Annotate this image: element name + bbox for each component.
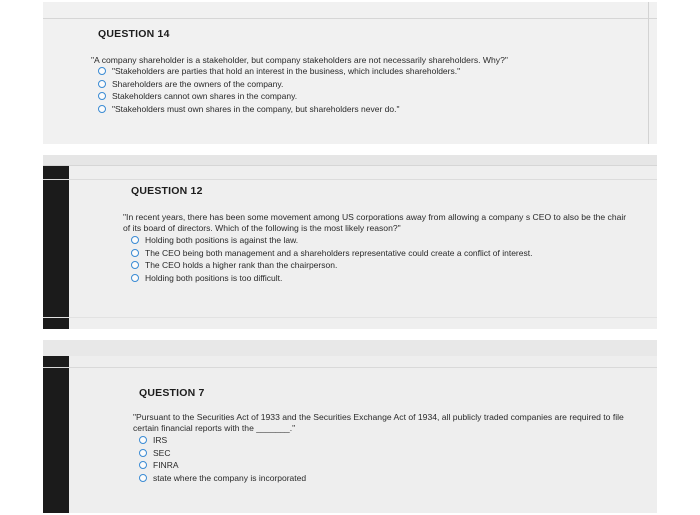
question-7-panel xyxy=(43,340,657,513)
radio-button-icon[interactable] xyxy=(98,67,106,75)
answer-option-label: "Stakeholders are parties that hold an interest in the business, which includes shareholders." xyxy=(112,66,461,76)
answer-option[interactable] xyxy=(139,472,306,485)
panel-left-bar xyxy=(43,155,69,329)
answer-option[interactable] xyxy=(98,78,460,91)
answer-option-label: IRS xyxy=(153,435,168,445)
radio-button-icon[interactable] xyxy=(139,449,147,457)
radio-button-icon[interactable] xyxy=(139,436,147,444)
question-text: "In recent years, there has been some movement among US corporations away from allowing a company s CEO to also be the chair of its board of directors. Which of the following is the most likely reason?" xyxy=(123,212,627,233)
answer-option[interactable] xyxy=(131,247,532,260)
radio-button-icon[interactable] xyxy=(98,92,106,100)
answer-option[interactable] xyxy=(98,65,460,78)
answer-option[interactable] xyxy=(131,259,532,272)
question-text: "A company shareholder is a stakeholder, but company stakeholders are not necessarily shareholders. Why?" xyxy=(91,55,508,65)
divider xyxy=(648,2,649,144)
divider xyxy=(43,18,657,19)
radio-button-icon[interactable] xyxy=(139,461,147,469)
answer-option[interactable] xyxy=(139,434,306,447)
question-text: "Pursuant to the Securities Act of 1933 and the Securities Exchange Act of 1934, all publicly traded companies are required to file certain financial reports with the _______." xyxy=(133,412,624,433)
answer-option-label: state where the company is incorporated xyxy=(153,472,307,483)
answer-option[interactable] xyxy=(139,459,306,472)
answer-option[interactable] xyxy=(98,90,460,103)
answer-option-label: Shareholders are the owners of the company. xyxy=(112,78,284,89)
answer-option-label: Holding both positions is against the law. xyxy=(145,235,299,245)
answer-option-label: "Stakeholders must own shares in the company, but shareholders never do." xyxy=(112,103,400,114)
question-12-panel xyxy=(43,155,657,329)
divider xyxy=(43,179,657,180)
radio-button-icon[interactable] xyxy=(131,261,139,269)
question-title: QUESTION 7 xyxy=(139,387,205,399)
divider xyxy=(43,317,657,318)
radio-button-icon[interactable] xyxy=(131,236,139,244)
panel-header-shade xyxy=(43,340,657,356)
radio-button-icon[interactable] xyxy=(139,474,147,482)
answer-options xyxy=(98,65,460,115)
panel-header-shade xyxy=(43,155,657,165)
answer-option-label: The CEO holds a higher rank than the chairperson. xyxy=(145,260,338,271)
answer-option[interactable] xyxy=(131,234,532,247)
answer-options xyxy=(131,234,532,284)
answer-option-label: SEC xyxy=(153,447,171,458)
divider xyxy=(43,165,657,166)
radio-button-icon[interactable] xyxy=(131,274,139,282)
question-title: QUESTION 12 xyxy=(131,185,203,197)
radio-button-icon[interactable] xyxy=(98,105,106,113)
answer-option[interactable] xyxy=(139,447,306,460)
radio-button-icon[interactable] xyxy=(98,80,106,88)
panel-left-bar xyxy=(43,340,69,513)
radio-button-icon[interactable] xyxy=(131,249,139,257)
answer-option[interactable] xyxy=(131,272,532,285)
answer-option[interactable] xyxy=(98,103,460,116)
question-14-panel xyxy=(43,2,657,144)
question-title: QUESTION 14 xyxy=(98,28,170,40)
answer-option-label: The CEO being both management and a shareholders representative could create a conflict of interest. xyxy=(145,247,533,258)
divider xyxy=(43,367,657,368)
answer-option-label: FINRA xyxy=(153,460,179,471)
answer-options xyxy=(139,434,306,484)
answer-option-label: Holding both positions is too difficult. xyxy=(145,272,283,283)
answer-option-label: Stakeholders cannot own shares in the company. xyxy=(112,91,298,102)
